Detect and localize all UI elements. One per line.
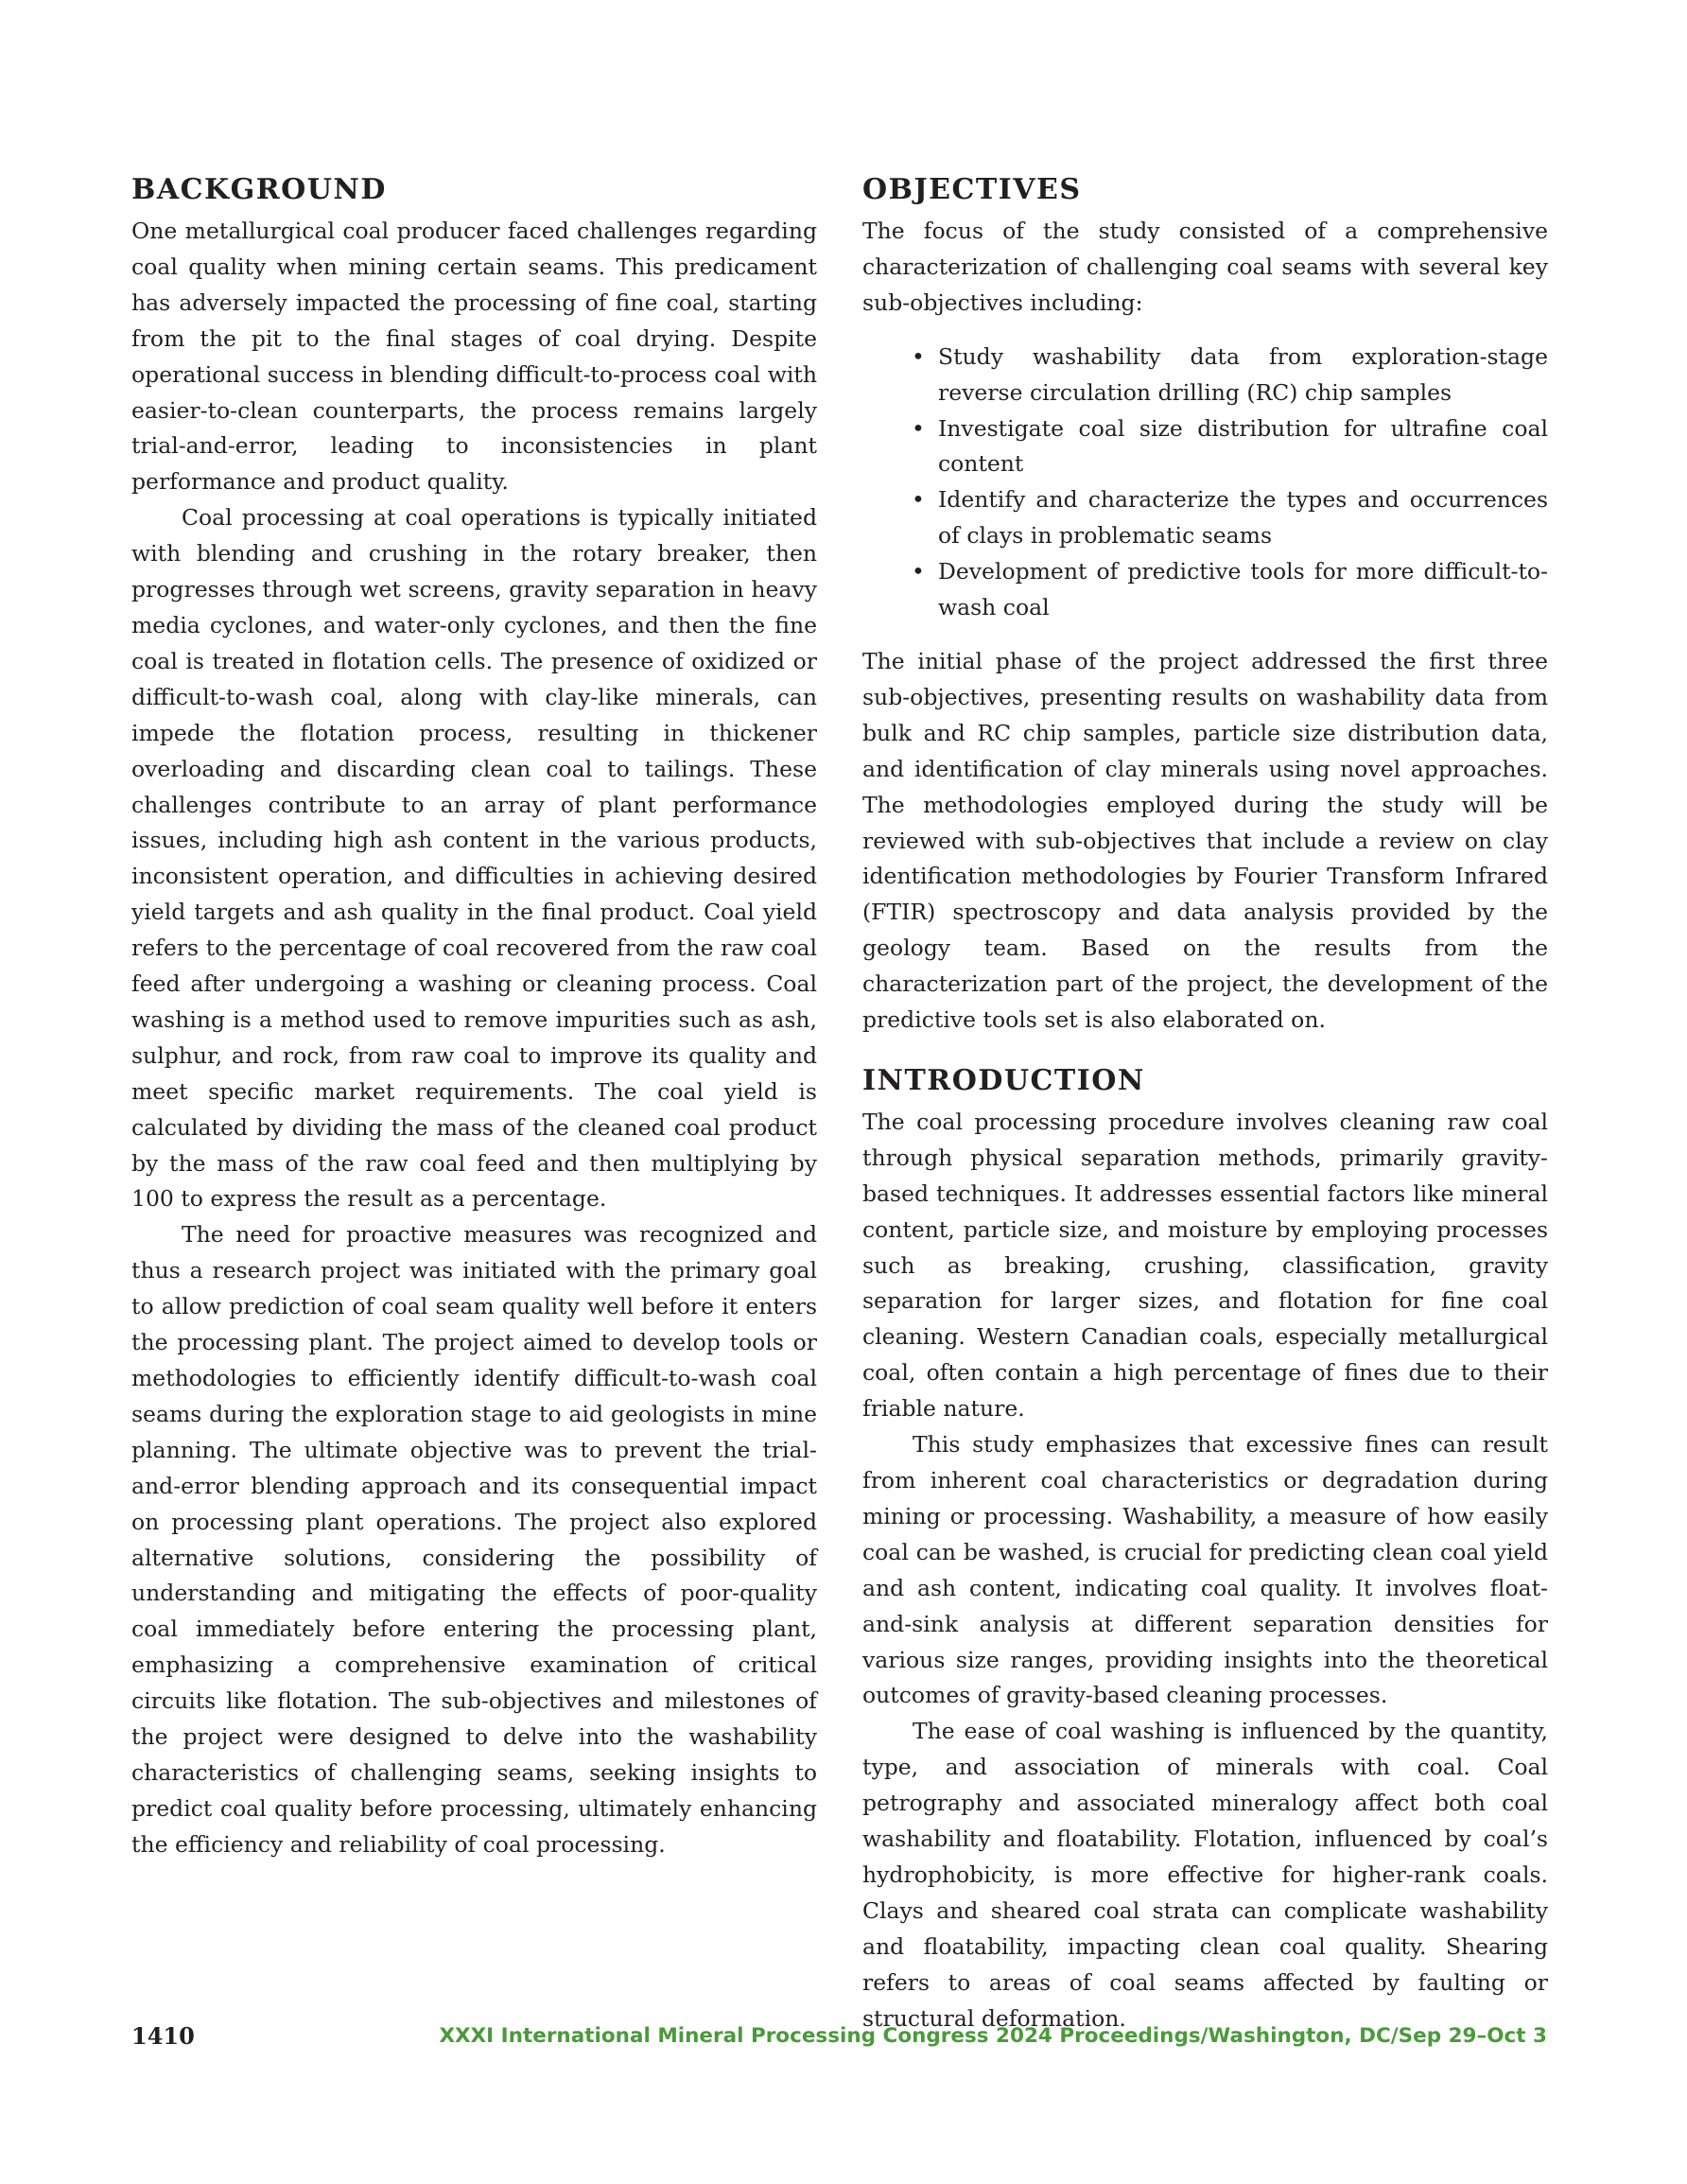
list-item bbox=[862, 554, 1548, 626]
bullet-icon: • bbox=[912, 558, 925, 585]
background-paragraph-2: Coal processing at coal operations is typically initiated with blending and crushing in the rotary breaker, then progresses through wet screens, gravity separation in heavy media cyclones, and water-only cyclones, and then the fine coal is treated in flotation cells. The presence of oxidized or difficult-to-wash coal, along with clay-like minerals, can impede the flotation process, resulting in thickener overloading and discarding clean coal to tailings. These challenges contribute to an array of plant performance issues, including high ash content in the various products, inconsistent operation, and difficulties in achieving desired yield targets and ash quality in the final product. Coal yield refers to the percentage of coal recovered from the raw coal feed after undergoing a washing or cleaning process. Coal washing is a method used to remove impurities such as ash, sulphur, and rock, from raw coal to improve its quality and meet specific market requirements. The coal yield is calculated by dividing the mass of the cleaned coal product by the mass of the raw coal feed and then multiplying by 100 to express the result as a percentage. bbox=[131, 504, 817, 1213]
objectives-heading: OBJECTIVES bbox=[862, 173, 1082, 206]
background-heading: BACKGROUND bbox=[131, 173, 387, 206]
introduction-paragraph-2: This study emphasizes that excessive fines can result from inherent coal characteristics or degradation during mining or processing. Washability, a measure of how easily coal can be washed, is crucial for predicting clean coal yield and ash content, indicating coal quality. It involves float-and-sink analysis at different separation densities for various size ranges, providing insights into the theoretical outcomes of gravity-based cleaning processes. bbox=[862, 1431, 1548, 1709]
bullet-icon: • bbox=[912, 414, 925, 442]
running-footer: XXXI International Mineral Processing Congress 2024 Proceedings/Washington, DC/Sep 29–Oct 3 bbox=[439, 2024, 1547, 2048]
objectives-list bbox=[862, 340, 1548, 626]
list-item-text: Development of predictive tools for more difficult-to-wash coal bbox=[938, 558, 1548, 621]
left-column bbox=[131, 170, 817, 1863]
list-item-text: Investigate coal size distribution for ultrafine coal content bbox=[938, 414, 1548, 478]
list-item bbox=[862, 411, 1548, 483]
bullet-icon: • bbox=[912, 342, 925, 370]
introduction-paragraph-1: The coal processing procedure involves cleaning raw coal through physical separation methods, primarily gravity-based techniques. It addresses essential factors like mineral content, particle size, and moisture by employing processes such as breaking, crushing, classification, gravity separation for larger sizes, and flotation for fine coal cleaning. Western Canadian coals, especially metallurgical coal, often contain a high percentage of fines due to their friable nature. bbox=[862, 1108, 1548, 1423]
bullet-icon: • bbox=[912, 486, 925, 514]
list-item-text: Study washability data from exploration-stage reverse circulation drilling (RC) chip samples bbox=[938, 342, 1548, 406]
page-number: 1410 bbox=[131, 2022, 195, 2050]
objectives-intro: The focus of the study consisted of a comprehensive characterization of challenging coal seams with several key sub-objectives including: bbox=[862, 218, 1548, 316]
list-item-text: Identify and characterize the types and occurrences of clays in problematic seams bbox=[938, 486, 1548, 550]
list-item bbox=[862, 482, 1548, 554]
background-paragraph-3: The need for proactive measures was recognized and thus a research project was initiated with the primary goal to allow prediction of coal seam quality well before it enters the processing plant. The project aimed to develop tools or methodologies to efficiently identify difficult-to-wash coal seams during the exploration stage to aid geologists in mine planning. The ultimate objective was to prevent the trial-and-error blending approach and its consequential impact on processing plant operations. The project also explored alternative solutions, considering the possibility of understanding and mitigating the effects of poor-quality coal immediately before entering the processing plant, emphasizing a comprehensive examination of critical circuits like flotation. The sub-objectives and milestones of the project were designed to delve into the washability characteristics of challenging seams, seeking insights to predict coal quality before processing, ultimately enhancing the efficiency and reliability of coal processing. bbox=[131, 1221, 817, 1858]
introduction-paragraph-3: The ease of coal washing is influenced by the quantity, type, and association of minerals with coal. Coal petrography and associated mineralogy affect both coal washability and floatability. Flotation, influenced by coal’s hydrophobicity, is more effective for higher-rank coals. Clays and sheared coal strata can complicate washability and floatability, impacting clean coal quality. Shearing refers to areas of coal seams affected by faulting or structural deformation. bbox=[862, 1718, 1548, 2032]
objectives-paragraph-2: The initial phase of the project addressed the first three sub-objectives, presenting results on washability data from bulk and RC chip samples, particle size distribution data, and identification of clay minerals using novel approaches. The methodologies employed during the study will be reviewed with sub-objectives that include a review on clay identification methodologies by Fourier Transform Infrared (FTIR) spectroscopy and data analysis provided by the geology team. Based on the results from the characterization part of the project, the development of the predictive tools set is also elaborated on. bbox=[862, 647, 1548, 1034]
introduction-heading: INTRODUCTION bbox=[862, 1063, 1145, 1097]
right-column bbox=[862, 170, 1548, 2037]
background-paragraph-1: One metallurgical coal producer faced challenges regarding coal quality when mining certain seams. This predicament has adversely impacted the processing of fine coal, starting from the pit to the final stages of coal drying. Despite operational success in blending difficult-to-process coal with easier-to-clean counterparts, the process remains largely trial-and-error, leading to inconsistencies in plant performance and product quality. bbox=[131, 218, 817, 496]
list-item bbox=[862, 340, 1548, 411]
